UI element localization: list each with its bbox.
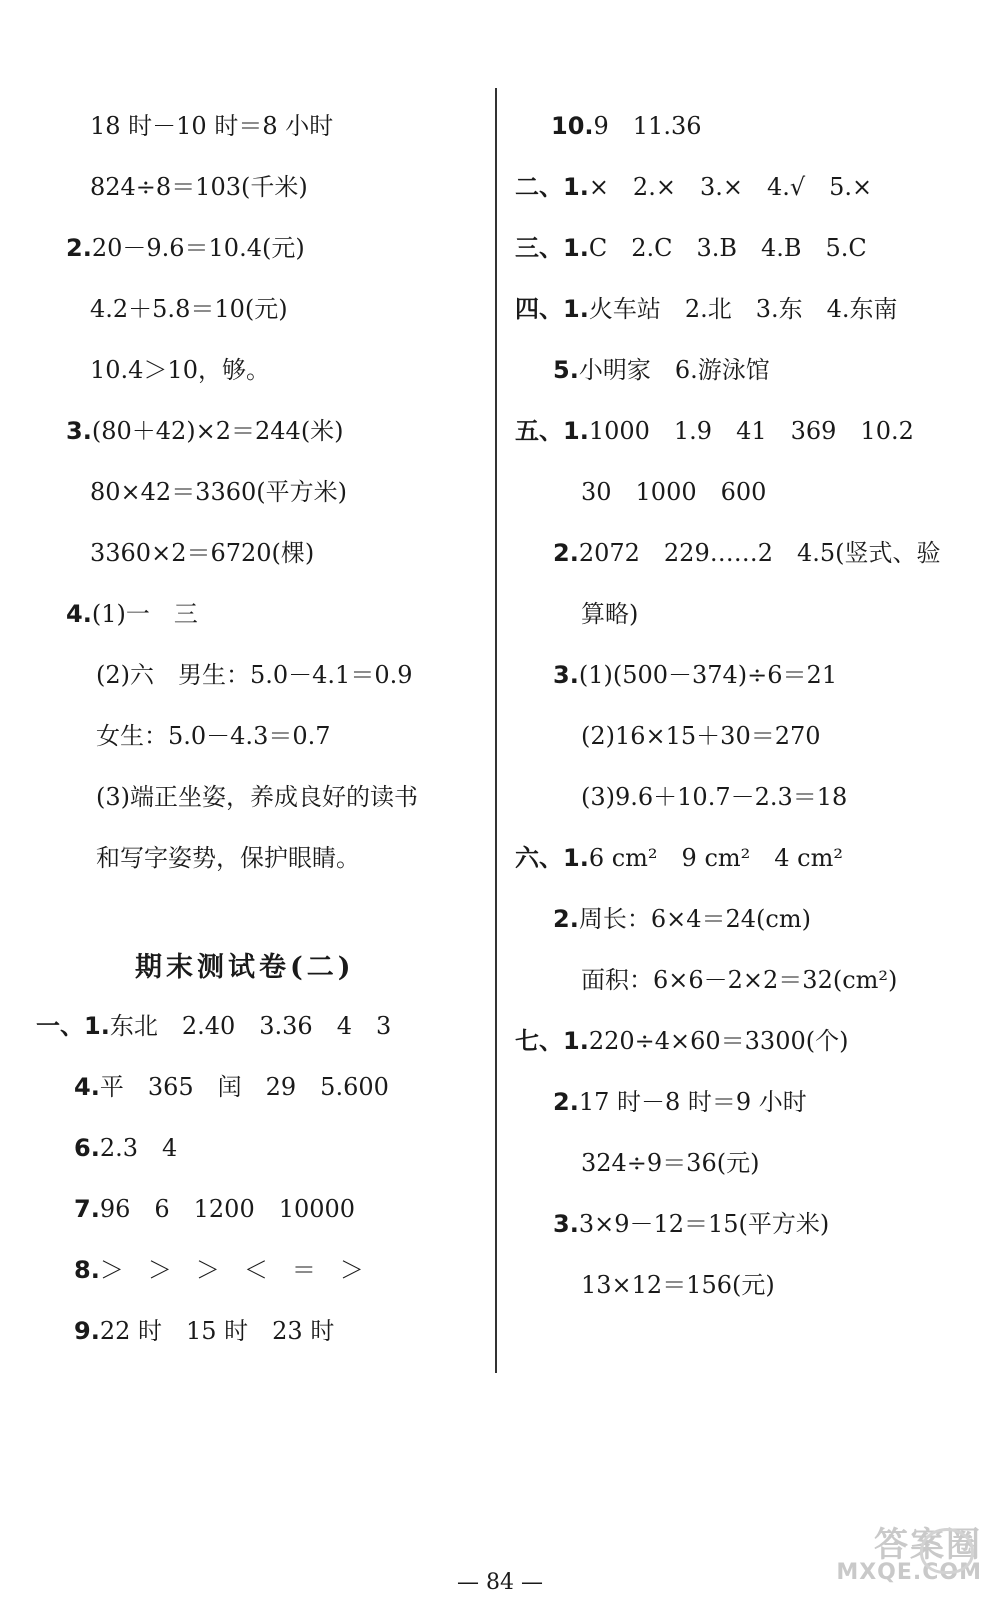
answer-line: 二、1.× 2.× 3.× 4.√ 5.× [515, 173, 873, 201]
section-title: 期末测试卷(二) [135, 952, 355, 983]
page-number: — 84 — [457, 1570, 543, 1595]
answer-line: 3.3×9－12＝15(平方米) [553, 1210, 830, 1238]
answer-line: 2.2072 229……2 4.5(竖式、验 [553, 539, 941, 567]
answer-line: 七、1.220÷4×60＝3300(个) [515, 1027, 849, 1055]
answer-line: 4.(1)一 三 [66, 600, 198, 628]
answer-line: 7.96 6 1200 10000 [74, 1195, 356, 1223]
watermark-text: 答案圈 [874, 1525, 982, 1565]
answer-line: 2.17 时－8 时＝9 小时 [553, 1088, 807, 1116]
answer-line: 18 时－10 时＝8 小时 [90, 112, 334, 140]
answer-line: 6.2.3 4 [74, 1134, 178, 1162]
answer-line: 10.4＞10，够。 [90, 356, 270, 384]
answer-line: 面积：6×6－2×2＝32(cm²) [581, 966, 898, 994]
answer-line: 女生：5.0－4.3＝0.7 [96, 722, 331, 750]
answer-line: 2.20－9.6＝10.4(元) [66, 234, 305, 262]
answer-line: 2.周长：6×4＝24(cm) [553, 905, 811, 933]
column-divider [495, 88, 497, 1373]
answer-line: (2)16×15＋30＝270 [581, 722, 821, 750]
answer-line: 3360×2＝6720(棵) [90, 539, 315, 567]
answer-line: 9.22 时 15 时 23 时 [74, 1317, 335, 1345]
answer-line: 8.＞ ＞ ＞ ＜ ＝ ＞ [74, 1256, 364, 1284]
answer-line: 324÷9＝36(元) [581, 1149, 760, 1177]
answer-line: (2)六 男生：5.0－4.1＝0.9 [96, 661, 413, 689]
answer-line: 80×42＝3360(平方米) [90, 478, 347, 506]
answer-line: 一、1.东北 2.40 3.36 4 3 [36, 1012, 392, 1040]
answer-line: 4.平 365 闰 29 5.600 [74, 1073, 389, 1101]
answer-line: 和写字姿势，保护眼睛。 [96, 844, 360, 872]
answer-line: 四、1.火车站 2.北 3.东 4.东南 [515, 295, 898, 323]
answer-line: (3)9.6＋10.7－2.3＝18 [581, 783, 848, 811]
answer-line: 3.(1)(500－374)÷6＝21 [553, 661, 838, 689]
answer-line: 5.小明家 6.游泳馆 [553, 356, 770, 384]
answer-line: 13×12＝156(元) [581, 1271, 775, 1299]
answer-line: 算略) [581, 600, 639, 628]
answer-line: 五、1.1000 1.9 41 369 10.2 [515, 417, 914, 445]
answer-line: 三、1.C 2.C 3.B 4.B 5.C [515, 234, 867, 262]
watermark-logo [802, 1525, 982, 1598]
answer-line: 六、1.6 cm² 9 cm² 4 cm² [515, 844, 843, 872]
answer-line: 30 1000 600 [581, 478, 767, 506]
answer-line: (3)端正坐姿，养成良好的读书 [96, 783, 418, 811]
answer-line: 4.2＋5.8＝10(元) [90, 295, 288, 323]
answer-line: 10.9 11.36 [551, 112, 702, 140]
answer-line: 3.(80＋42)×2＝244(米) [66, 417, 344, 445]
answer-line: 824÷8＝103(千米) [90, 173, 308, 201]
watermark-url: MXQE.COM [836, 1560, 982, 1585]
watermark-circle-icon [920, 1528, 974, 1574]
